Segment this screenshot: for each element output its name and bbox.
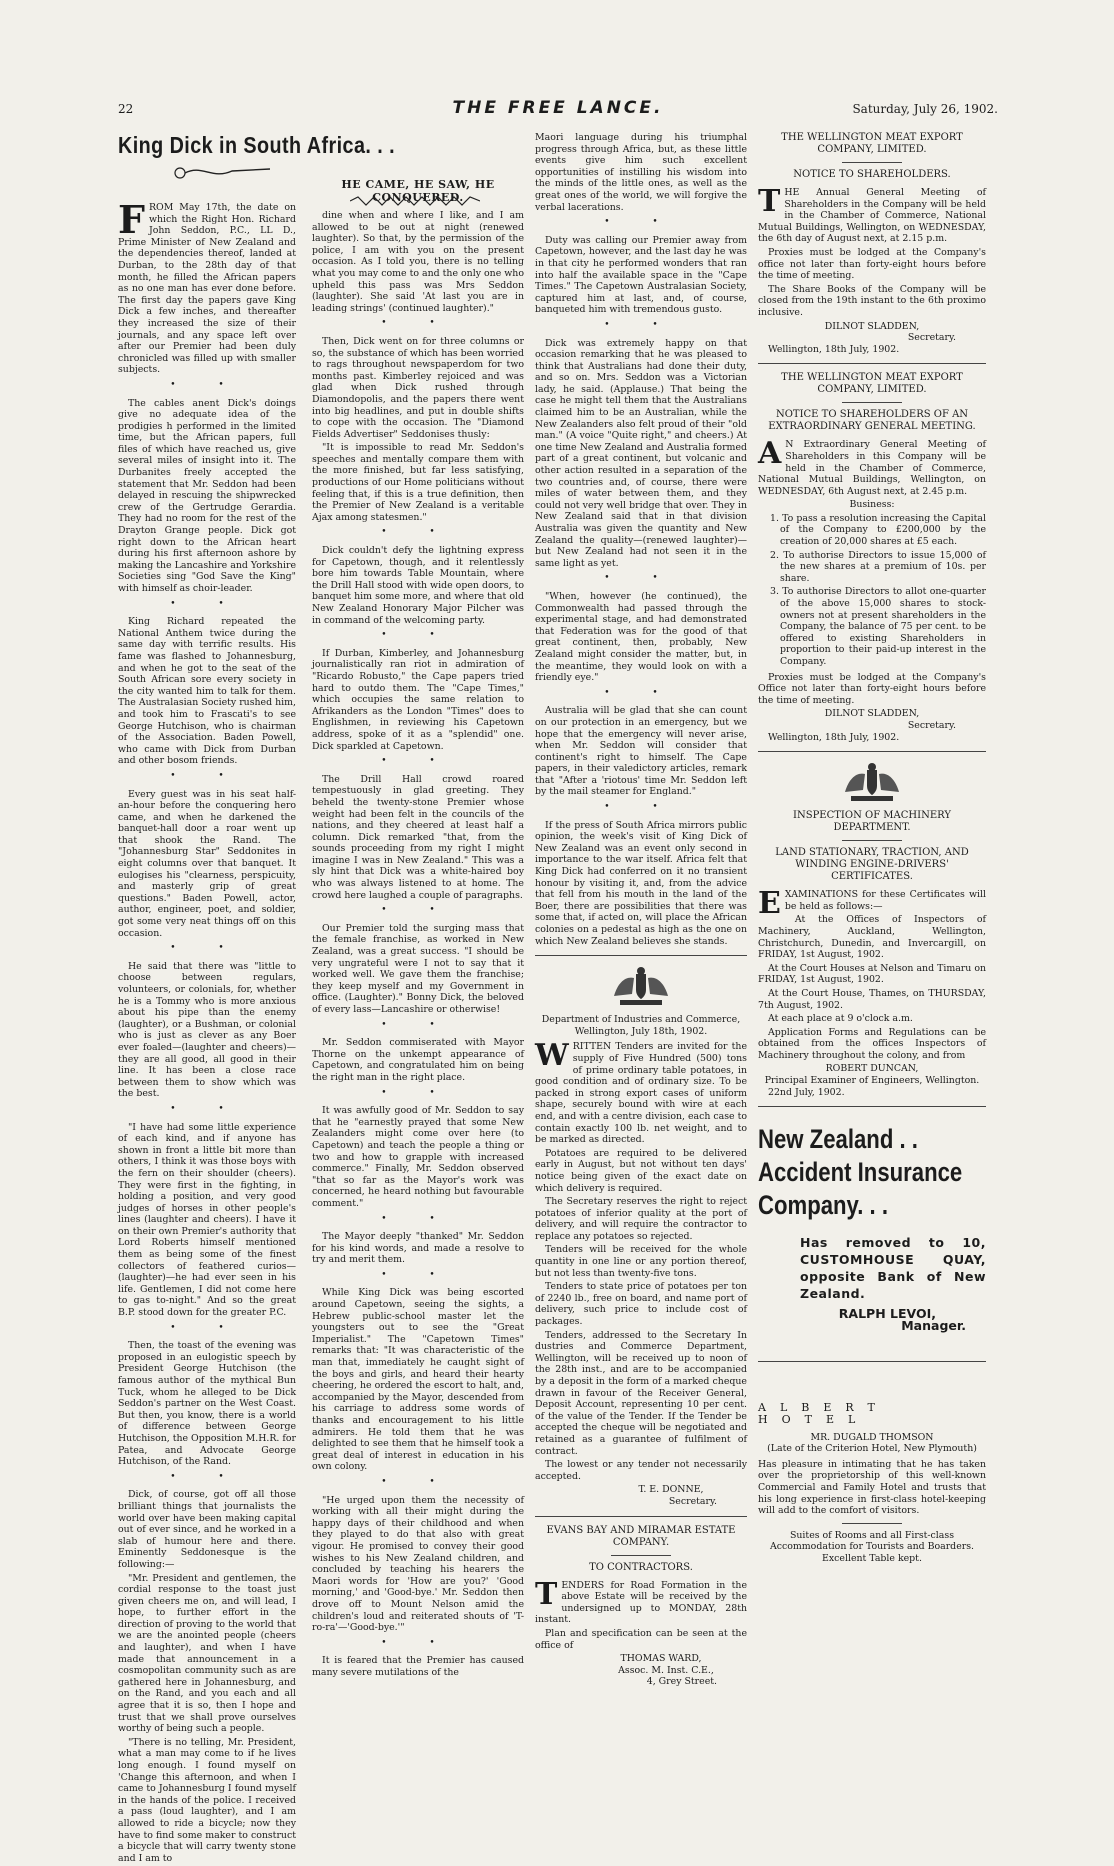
article-paragraph: Every guest was in his seat half-an-hour before the conquering hero came, and when he darkened the banquet-hall door a roar went up that shook the Rand. The "Johannesburg Star" Seddonites in eight columns over that banquet. It eulogises his "clearness, perspicuity, and masterly grip of great questions." Baden Powell, actor, author, engineer, poet, and soldier, got some very neat things off on this occasion.: [118, 788, 296, 939]
separator: • •: [604, 573, 678, 584]
notice-paragraph: N Extraordinary General Meeting of Shareholders in this Company will be held in the Chamber of Commerce, National Mutual Buildings, Wellington, on WEDNESDAY, 6th August next, at 2.45 p.m.: [758, 439, 986, 497]
masthead-title: THE FREE LANCE.: [452, 98, 664, 118]
article-paragraph: If Durban, Kimberley, and Johannesburg journalistically ran riot in admiration of "Ricardo Robusto," the Cape papers tried hard to outdo them. The "Cape Times," which occupies the same relation to Afrikanders as the London "Times" does to Englishmen, in reviewing his Capetown address, spoke of it as a "splendid" one. Dick sparkled at Capetown.: [312, 647, 524, 752]
article-paragraph: The Drill Hall crowd roared tempestuously in glad greeting. They beheld the twenty-stone Premier whose weight had been felt in the councils of the nations, and they cheered at least half a column. Dick remarked "that, from the sounds proceeding from my right I might imagine I was in New Zealand." This was a sly hint that Dick was a white-haired boy who was always listened to at home. The crowd here laughed a couple of paragraphs.: [312, 773, 524, 901]
article-paragraph: dine when and where I like, and I am allowed to be out at night (renewed laughter). So that, by the permission of the police, I am with you on the present occasion. As I told you, there is no telling what you may come to and the only one who upheld this pass was Mrs Seddon (laughter). She said 'At last you are in leading strings' (continued laughter).": [312, 210, 524, 314]
dropcap: E: [758, 886, 781, 922]
list-item: 3. To authorise Directors to allot one-quarter of the above 15,000 shares to stock-owners not at present shareholders in the Company, the balance of 75 per cent. to be offered to existing Shareholders in proportion to their paid-up interest in the Company.: [770, 586, 986, 667]
signatory-title: Principal Examiner of Engineers, Wellington.: [764, 1075, 980, 1087]
column-divider: [758, 363, 986, 364]
manager-name: RALPH LEVOI,: [838, 1306, 936, 1322]
meat-export-notice-2: [758, 372, 986, 743]
article-column-2: [312, 210, 524, 1680]
manager-role: Manager.: [901, 1317, 966, 1333]
ad-title-line: Company. . .: [758, 1190, 888, 1221]
notice-title: THE WELLINGTON MEAT EXPORT COMPANY, LIMITED.: [781, 372, 963, 396]
article-column-1: [118, 197, 296, 1866]
column-divider: [758, 1361, 986, 1362]
zigzag-ornament-icon: [350, 196, 480, 206]
column-divider: [535, 1516, 747, 1517]
notice-paragraph: The Secretary reserves the right to reject potatoes of inferior quality at the port of delivery, and will require the contractor to replace any potatoes so rejected.: [535, 1196, 747, 1242]
article-paragraph: Our Premier told the surging mass that the female franchise, as worked in New Zealand, was a great success. "I should be very ungrateful were I not to say that it worked well. We gave them the franchise; they keep myself and my Government in office. (Laughter)." Bonny Dick, the beloved of every lass—Lancashire or otherwise!: [312, 922, 524, 1015]
dropcap: T: [758, 184, 781, 219]
separator: • •: [170, 770, 244, 781]
article-paragraph: He said that there was "little to choose between regulars, volunteers, or colonials, for, whether he is a Tommy who is more anxious about his pipe than the enemy (laughter), or a Bushman, or colonial who is just as clever as any Boer ever foaled—(laughter and cheers)—they are all good, all good in their line. It has been a close race between them to show which was the best.: [118, 960, 296, 1100]
article-paragraph: The cables anent Dick's doings give no adequate idea of the prodigies h performed in the limited time, but the African papers, full files of which have reached us, give several miles of insight into it. The Durbanites freely accepted the statement that Mr. Seddon had been delayed in rescuing the shipwrecked crew of the Gertrudge Gerardia. They had no room for the rest of the Drayton Grange people. Dick got right down to the African heart during his first afternoon ashore by making the Lancashire and Yorkshire Societies sing "God Save the King" with himself as choir-leader.: [118, 397, 296, 594]
notice-dateline: Wellington, 18th July, 1902.: [768, 343, 900, 355]
potato-tender-notice: [535, 966, 747, 1507]
article-paragraph: While King Dick was being escorted around Capetown, seeing the sights, a Hebrew public-school master let the youngsters out to see the "Great Imperialist." The "Capetown Times" remarks that: "It was characteristic of the man that, immediately he caught sight of the boys and girls, and heard their hearty cheering, he ordered the escort to halt, and, accompanied by the Mayor, descended from his carriage to address some words of thanks and encouragement to his little admirers. He told them that he was delighted to see them that he himself took a great deal of interest in education in his own colony.: [312, 1287, 524, 1473]
notice-paragraph: Tenders, addressed to the Secretary In dustries and Commerce Department, Wellington, will be received up to noon of the 28th inst., and are to be accompanied by a deposit in the form of a marked cheque drawn in favour of the Receiver General, Deposit Account, representing 10 per cent. of the value of the Tender. If the Tender be accepted the cheque will be negotiated and retained as a guarantee of fulfilment of contract.: [535, 1329, 747, 1457]
masthead: [118, 98, 998, 122]
notice-paragraph: Proxies must be lodged at the Company's office not later than forty-eight hours before the time of meeting.: [758, 246, 986, 282]
separator: • •: [170, 598, 244, 609]
article-paragraph: Australia will be glad that she can count on our protection in an emergency, but we hope that the emergency will never arise, when Mr. Seddon will consider that continent's right to himself. The Cape papers, in their valedictory articles, remark that "After a 'riotous' time Mr. Seddon left by the mail steamer for England.": [535, 705, 747, 798]
article-paragraph: It was awfully good of Mr. Seddon to say that he "earnestly prayed that some New Zealanders might come over here (to Capetown) and teach the people a thing or two and how to grapple with increased commerce." Finally, Mr. Seddon observed "that so far as the Mayor's work was concerned, he heard nothing but favourable comment.": [312, 1105, 524, 1209]
notice-paragraph: HE Annual General Meeting of Shareholders in the Company will be held in the Chamber of Commerce, National Mutual Buildings, Wellington, on WEDNESDAY, the 6th day of August next, at 2.15 p.m.: [758, 187, 986, 245]
separator: • •: [170, 1103, 244, 1114]
notice-paragraph: Tenders will be received for the whole quantity in one line or any portion thereof, but not less than twenty-five tons.: [535, 1244, 747, 1279]
separator: • •: [170, 943, 244, 954]
signatory-title: Secretary.: [907, 332, 956, 344]
separator: • •: [170, 1322, 244, 1333]
signatory-address: 4, Grey Street.: [646, 1676, 717, 1688]
column-divider: [535, 955, 747, 956]
separator: • •: [604, 217, 678, 228]
article-paragraph: "Mr. President and gentlemen, the cordial response to the toast just given cheers me on, and will lead, I hope, to further effort in the direction of proving to the world that we are the anointed people (cheers and laughter), and when I have made that announcement in a cosmopolitan community such as are gathered here in Johannesburg, and on the Rand, and you each and all agree that it is so, then I hope and trust that we shall prove ourselves worthy of being such a people.: [118, 1572, 296, 1735]
coat-of-arms-icon: [606, 966, 676, 1010]
notice-subtitle: NOTICE TO SHAREHOLDERS OF AN EXTRAORDINARY GENERAL MEETING.: [768, 409, 976, 433]
signatory-title: Secretary.: [668, 1495, 717, 1507]
article-paragraph: "When, however (he continued), the Commonwealth had passed through the experimental stage, and had demonstrated that Federation was for the good of that great continent, then, probably, New Zealand might consider the matter, but, in the meantime, they would look on with a friendly eye.": [535, 590, 747, 684]
department-name: Department of Industries and Commerce,: [541, 1014, 741, 1026]
separator: • •: [604, 802, 678, 813]
article-paragraph: Then, Dick went on for three columns or so, the substance of which has been worried to rags throughout newspaperdom for two months past. Kimberley rejoiced and was glad when Dick rushed through Diamondopolis, and the papers there went into big headlines, and put in double shifts to cope with the occasion. The "Diamond Fields Advertiser" Seddonises thusly:: [312, 335, 524, 440]
article-paragraph: "There is no telling, Mr. President, what a man may come to if he lives long enough. I found myself on 'Change this afternoon, and when I came to Johannesburg I found myself in the hands of the police. I received a pass (loud laughter), and I am allowed to ride a bicycle; now they have to find some maker to construct a bicycle that will carry twenty stone and I am to: [118, 1736, 296, 1864]
page-number: 22: [118, 102, 134, 116]
separator: • •: [381, 1213, 455, 1224]
notice-paragraph: Proxies must be lodged at the Company's Office not later than forty-eight hours before the time of meeting.: [758, 671, 986, 706]
advertisement-column: [758, 132, 986, 1565]
hotel-advertisement: [758, 1402, 986, 1564]
separator: • •: [170, 379, 244, 390]
ad-table: Excellent Table kept.: [822, 1552, 922, 1564]
dropcap: W: [535, 1038, 569, 1074]
short-rule: [842, 840, 902, 841]
resolution-list: [770, 513, 986, 668]
notice-paragraph: Application Forms and Regulations can be obtained from the offices Inspectors of Machinery throughout the colony, and from: [758, 1026, 986, 1061]
ad-title: [758, 1123, 963, 1222]
notice-paragraph: At each place at 9 o'clock a.m.: [768, 1013, 913, 1025]
separator: • •: [381, 318, 455, 329]
dropcap: F: [118, 197, 145, 242]
column-divider: [758, 1106, 986, 1107]
issue-date: Saturday, July 26, 1902.: [852, 102, 998, 116]
notice-paragraph: Tenders to state price of potatoes per ton of 2240 lb., free on board, and name port of delivery, such price to include cost of packages.: [535, 1281, 747, 1328]
separator: • •: [381, 1637, 455, 1648]
article-column-3: [535, 132, 747, 1688]
proprietor-former: (Late of the Criterion Hotel, New Plymouth): [767, 1443, 977, 1455]
article-paragraph: Maori language during his triumphal progress through Africa, but, as these little events give him such excellent opportunities of instilling his wisdom into the minds of the little ones, as well as the great ones of the world, we will forgive the verbal lacerations.: [535, 132, 747, 213]
article-paragraph: The Mayor deeply "thanked" Mr. Seddon for his kind words, and made a resolve to try and merit them.: [312, 1231, 524, 1266]
short-rule: [842, 402, 902, 403]
insurance-advertisement: [758, 1123, 986, 1331]
notice-paragraph: XAMINATIONS for these Certificates will be held as follows:—: [784, 889, 986, 912]
column-divider: [758, 751, 986, 752]
article-paragraph: Then, the toast of the evening was proposed in an eulogistic speech by President George Hutchison (the famous author of the mythical Bun Tuck, whom he alleged to be Dick Seddon's partner on the West Coast. But then, you know, there is a world of difference between George Hutchison, the Opposition M.H.R. for Patea, and Advocate George Hutchison, of the Rand.: [118, 1340, 296, 1468]
notice-paragraph: Plan and specification can be seen at the office of: [535, 1627, 747, 1651]
article-headline: King Dick in South Africa. . .: [118, 132, 396, 158]
notice-paragraph: At the Court House, Thames, on THURSDAY, 7th August, 1902.: [758, 987, 986, 1011]
separator: • •: [381, 630, 455, 641]
separator: • •: [604, 319, 678, 330]
notice-subtitle: NOTICE TO SHAREHOLDERS.: [793, 169, 951, 180]
article-paragraph: Duty was calling our Premier away from Capetown, however, and the last day he was in that city he performed wonders that ran into half the available space in the "Cape Times." The Capetown Australasian Society, captured him at last, and, of course, banqueted him with tremendous gusto.: [535, 234, 747, 316]
notice-title: EVANS BAY AND MIRAMAR ESTATE COMPANY.: [546, 1524, 736, 1548]
notice-dateline: Wellington, July 18th, 1902.: [574, 1025, 708, 1037]
separator: • •: [381, 527, 455, 538]
list-item: 2. To authorise Directors to issue 15,000 of the new shares at a premium of 10s. per share.: [770, 549, 986, 584]
separator: • •: [381, 1269, 455, 1280]
article-paragraph: "I have had some little experience of each kind, and if anyone has shown in front a little bit more than others, I think it was those boys with the fern on their shoulder (cheers). They were first in the fighting, in holding a position, and very good judges of horses in other people's lines (laughter and cheers). I have it on their own Premier's authority that Lord Roberts himself mentioned them as being some of the finest collectors of feathered curios—(laughter)—he had ever seen in his life. Gentlemen, I did not come here to gas to-night." And so the great B.P. stood down for the greater P.C.: [118, 1121, 296, 1319]
article-paragraph: Dick, of course, got off all those brilliant things that journalists the world over have been making capital out of ever since, and he worked in a slab of humour here and there. Eminently Seddonesque is the following:—: [118, 1489, 296, 1570]
article-paragraph: It is feared that the Premier has caused many severe mutilations of the: [312, 1655, 524, 1678]
short-rule: [842, 1523, 902, 1524]
signatory-name: DILNOT SLADDEN,: [824, 708, 920, 720]
article-paragraph: "It is impossible to read Mr. Seddon's speeches and mentally compare them with the more finished, but far less satisfying, productions of our Home politicians without feeling that, if this is a true definition, then the Premier of New Zealand is a veritable Ajax among statesmen.": [312, 442, 524, 523]
dropcap: T: [535, 1576, 558, 1612]
signatory-name: ROBERT DUNCAN,: [825, 1063, 919, 1075]
notice-paragraph: RITTEN Tenders are invited for the supply of Five Hundred (500) tons of prime ordinary table potatoes, in good condition and of ordinary size. To be packed in strong export cases of uniform shape, securely bound with wire at each end, and with a centre division, each case to contain exactly 100 lb. net weight, and to be marked as directed.: [535, 1041, 747, 1146]
notice-dateline: 22nd July, 1902.: [768, 1086, 845, 1098]
separator: • •: [381, 1087, 455, 1098]
proprietor-name: MR. DUGALD THOMSON: [810, 1431, 934, 1443]
signatory-name: DILNOT SLADDEN,: [824, 320, 920, 332]
hotel-title: ALBERT HOTEL: [758, 1401, 889, 1427]
article-subhead: HE CAME, HE SAW, HE CONQUERED.: [341, 178, 495, 204]
separator: • •: [170, 1471, 244, 1482]
signatory-title: Assoc. M. Inst. C.E.,: [618, 1664, 714, 1676]
list-item: 1. To pass a resolution increasing the Capital of the Company to £200,000 by the creation of 20,000 shares at £5 each.: [770, 512, 986, 548]
notice-title: INSPECTION OF MACHINERY DEPARTMENT.: [793, 810, 951, 834]
notice-paragraph: At the Offices of Inspectors of Machinery, Auckland, Wellington, Christchurch, Dunedin, and Invercargill, on FRIDAY, 1st August, 1902.: [758, 914, 986, 961]
ad-body: Has pleasure in intimating that he has taken over the proprietorship of this well-known Commercial and Family Hotel and trusts that his long experience in first-class hotel-keeping will add to the comfort of visitors.: [758, 1458, 986, 1517]
notice-dateline: Wellington, 18th July, 1902.: [768, 731, 900, 743]
notice-paragraph: The Share Books of the Company will be closed from the 19th instant to the 6th proximo inclusive.: [758, 283, 986, 318]
article-paragraph: "He urged upon them the necessity of working with all their might during the happy days of their childhood and when they played to do that also with great vigour. He promised to convey their good wishes to his New Zealand children, and concluded by teaching his hearers the Maori words for 'How are you?' 'Good morning,' and 'Good-bye.' Mr. Seddon then drove off to Mount Nelson amid the children's loud and reiterated shouts of 'T-ro-ra'—'Good-bye.'": [312, 1494, 524, 1634]
ad-title-line: Accident Insurance: [758, 1157, 963, 1188]
notice-paragraph: ENDERS for Road Formation in the above Estate will be received by the undersigned up to MONDAY, 28th instant.: [535, 1579, 747, 1626]
separator: • •: [604, 687, 678, 698]
coat-of-arms-icon: [837, 762, 907, 806]
article-paragraph: Dick was extremely happy on that occasion remarking that he was pleased to think that Australians had done their duty, and so on. Mrs. Seddon was a Victorian lady, he said. (Applause.) That being the case he might tell them that the Australians claimed him to be an Australian, while the New Zealanders also felt proud of their "old man." (A voice "Quite right," and cheers.) At one time New Zealand and Australia formed part of a great continent, but volcanic and other action resulted in a separation of the two countries and, of course, there were miles of water between them, and they could not very well bridge that over. They in New Zealand said that in that division Australia was given the quantity and New Zealand the quality—(renewed laughter)—but New Zealand had not seen it in the same light as yet.: [535, 337, 747, 569]
signatory-title: Secretary.: [907, 719, 956, 731]
article-paragraph: If the press of South Africa mirrors public opinion, the week's visit of King Dick of New Zealand was an event only second in importance to the war itself. Africa felt that King Dick had conferred on it no transient honour by visiting it, and, from the advice that fell from his mouth in the land of the Boer, there are possibilities that there was some that, if acted on, will place the African colonies on a pedestal as high as the one on which New Zealand believes she stands.: [535, 819, 747, 947]
dropcap: A: [758, 436, 782, 472]
evans-bay-notice: [535, 1525, 747, 1688]
notice-paragraph: The lowest or any tender not necessarily accepted.: [535, 1459, 747, 1482]
business-label: Business:: [849, 499, 895, 511]
article-paragraph: Dick couldn't defy the lightning express for Capetown, though, and it relentlessly bore him towards Table Mountain, where the Drill Hall stood with wide open doors, to banquet him some more, and where that old New Zealand Honorary Major Pilcher was in command of the welcoming party.: [312, 545, 524, 626]
short-rule: [842, 162, 902, 163]
notice-subtitle: TO CONTRACTORS.: [589, 1561, 693, 1573]
signatory-name: T. E. DONNE,: [638, 1484, 704, 1496]
separator: • •: [381, 756, 455, 767]
notice-paragraph: Potatoes are required to be delivered early in August, but not without ten days' notice being given of the exact date on which delivery is required.: [535, 1147, 747, 1194]
separator: • •: [381, 1019, 455, 1030]
separator: • •: [381, 1476, 455, 1487]
notice-paragraph: At the Court Houses at Nelson and Timaru on FRIDAY, 1st August, 1902.: [758, 962, 986, 986]
article-paragraph: ROM May 17th, the date on which the Right Hon. Richard John Seddon, P.C., LL D., Prime Minister of New Zealand and the dependencies thereof, landed at Durban, to the 28th day of that month, he filled the African papers as no one man has ever done before. The first day the papers gave King Dick a few inches, and thereafter they increased the size of their journals, and any space left over after our Premier had been duly chronicled was filled up with smaller subjects.: [118, 202, 296, 376]
machinery-notice: [758, 762, 986, 1098]
notice-subtitle: LAND STATIONARY, TRACTION, AND WINDING ENGINE-DRIVERS' CERTIFICATES.: [775, 847, 969, 883]
signatory-name: THOMAS WARD,: [620, 1653, 702, 1665]
meat-export-notice-1: [758, 132, 986, 355]
ad-title-line: New Zealand . .: [758, 1124, 918, 1155]
ad-suites: Suites of Rooms and all First-class Accommodation for Tourists and Boarders.: [769, 1529, 975, 1553]
article-paragraph: Mr. Seddon commiserated with Mayor Thorne on the unkempt appearance of Capetown, and congratulated him on being the right man in the right place.: [312, 1037, 524, 1083]
ad-body: Has removed to 10, CUSTOMHOUSE QUAY, opposite Bank of New Zealand.: [800, 1235, 986, 1302]
short-rule: [611, 1555, 671, 1556]
notice-title: THE WELLINGTON MEAT EXPORT COMPANY, LIMITED.: [781, 132, 963, 155]
article-paragraph: King Richard repeated the National Anthem twice during the same day with terrific results. His fame was flashed to Johannesburg, and when he got to the seat of the South African sore every society in the city wanted him to talk for them. The Australasian Society rushed him, and took him to Frascati's to see George Hutchison, who is chairman of the Association. Baden Powell, who came with Dick from Durban and other bosom friends.: [118, 616, 296, 767]
separator: • •: [381, 905, 455, 916]
flourish-ornament-icon: [172, 166, 272, 180]
